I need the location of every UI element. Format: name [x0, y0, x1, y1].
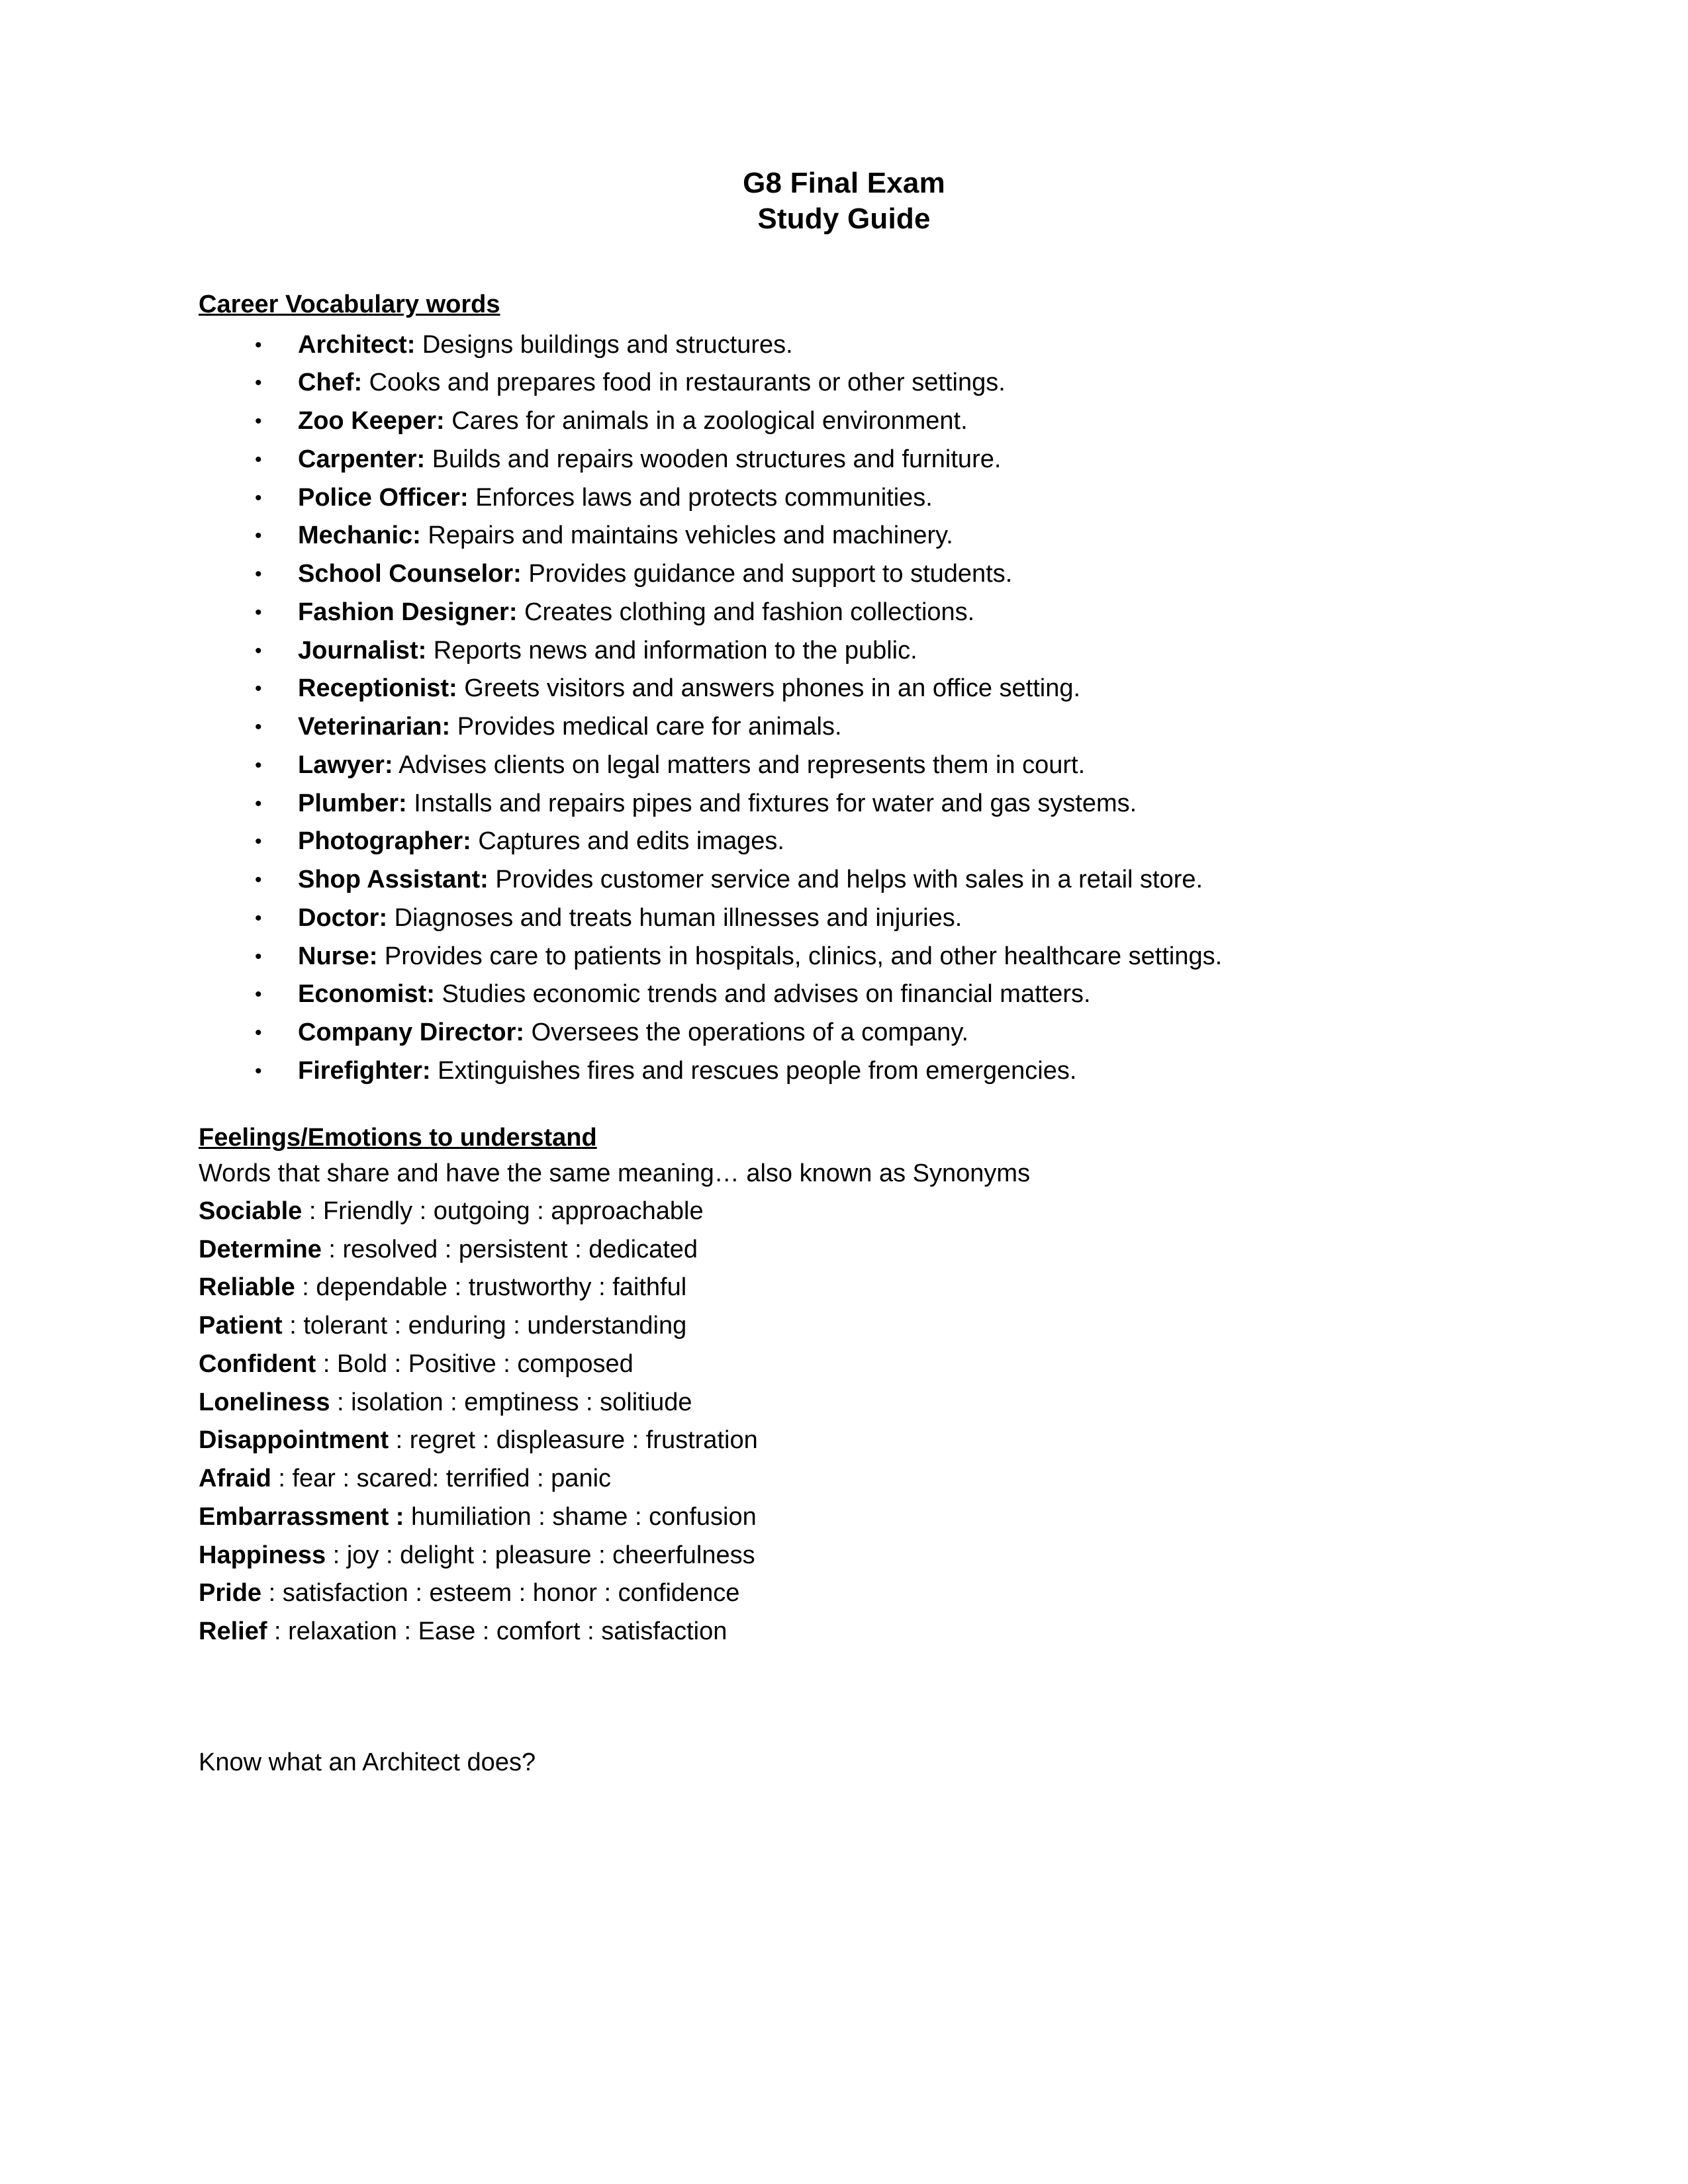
spacer [199, 236, 1489, 288]
vocab-term: Lawyer: [298, 751, 393, 779]
bullet-icon: • [255, 448, 262, 471]
vocab-term: Plumber: [298, 789, 407, 817]
bullet-icon: • [255, 907, 262, 929]
synonym-word: Embarrassment : [199, 1502, 404, 1531]
vocab-term: Receptionist: [298, 674, 457, 703]
vocab-definition: Creates clothing and fashion collections. [517, 598, 975, 626]
vocab-definition: Provides medical care for animals. [450, 713, 842, 741]
list-item [199, 823, 1489, 861]
vocab-term: Shop Assistant: [298, 866, 489, 894]
synonym-values: : resolved : persistent : dedicated [321, 1235, 698, 1263]
vocab-term: Veterinarian: [298, 713, 451, 741]
synonym-line [199, 1231, 1489, 1269]
vocab-term: Mechanic: [298, 522, 421, 550]
vocab-definition: Extinguishes fires and rescues people from emergencies. [430, 1056, 1077, 1085]
vocab-term: Journalist: [298, 636, 427, 664]
bullet-icon: • [255, 831, 262, 853]
list-item [199, 364, 1489, 402]
bullet-icon: • [255, 639, 262, 662]
vocab-term: Fashion Designer: [298, 598, 518, 626]
bullet-icon: • [255, 983, 262, 1006]
vocab-term: Photographer: [298, 827, 471, 856]
vocab-definition: Captures and edits images. [471, 827, 784, 856]
page-title [199, 165, 1489, 236]
bullet-icon: • [255, 334, 262, 356]
list-item [199, 1014, 1489, 1052]
vocab-definition: Cares for animals in a zoological environment. [444, 407, 968, 435]
synonym-values: : Bold : Positive : composed [316, 1349, 633, 1378]
vocab-definition: Provides guidance and support to students. [521, 560, 1013, 588]
list-item [199, 402, 1489, 441]
synonym-values: : Friendly : outgoing : approachable [302, 1197, 704, 1225]
list-item [199, 441, 1489, 479]
synonym-line [199, 1613, 1489, 1651]
vocab-term: Chef: [298, 369, 363, 397]
synonym-values: : regret : displeasure : frustration [389, 1426, 758, 1455]
vocab-definition: Reports news and information to the public. [426, 636, 917, 664]
list-item [199, 632, 1489, 670]
synonym-word: Patient [199, 1312, 283, 1340]
synonym-word: Reliable [199, 1273, 295, 1302]
vocab-term: Zoo Keeper: [298, 407, 445, 435]
list-item [199, 861, 1489, 899]
vocab-definition: Oversees the operations of a company. [524, 1019, 969, 1047]
bullet-icon: • [255, 678, 262, 700]
list-item [199, 594, 1489, 632]
vocab-term: Economist: [298, 980, 435, 1009]
vocab-definition: Provides customer service and helps with sales in a retail store. [488, 866, 1203, 894]
bullet-icon: • [255, 792, 262, 815]
bullet-icon: • [255, 1022, 262, 1044]
synonym-values: : tolerant : enduring : understanding [282, 1312, 687, 1340]
vocab-definition: Advises clients on legal matters and represents them in court. [393, 751, 1086, 779]
synonym-values: : satisfaction : esteem : honor : confidence [261, 1579, 740, 1608]
synonym-values: : isolation : emptiness : solitiude [330, 1388, 692, 1416]
synonym-word: Relief [199, 1617, 267, 1646]
bullet-icon: • [255, 945, 262, 968]
career-vocabulary-list [199, 326, 1489, 1091]
vocab-definition: Repairs and maintains vehicles and machinery. [420, 522, 953, 550]
vocab-term: Architect: [298, 330, 416, 359]
synonym-word: Confident [199, 1349, 316, 1378]
vocab-term: Police Officer: [298, 483, 469, 512]
list-item [199, 747, 1489, 785]
vocab-definition: Builds and repairs wooden structures and furniture. [425, 445, 1002, 473]
list-item [199, 708, 1489, 747]
vocab-definition: Cooks and prepares food in restaurants or other settings. [362, 369, 1006, 397]
vocab-term: Firefighter: [298, 1056, 431, 1085]
vocab-definition: Installs and repairs pipes and fixtures for water and gas systems. [406, 789, 1137, 817]
list-item [199, 479, 1489, 518]
synonyms-list [199, 1193, 1489, 1651]
bullet-icon: • [255, 525, 262, 547]
spacer [199, 1091, 1489, 1121]
vocab-definition: Designs buildings and structures. [415, 330, 793, 359]
synonym-word: Sociable [199, 1197, 303, 1225]
bullet-icon: • [255, 372, 262, 394]
synonym-line [199, 1384, 1489, 1422]
synonym-word: Determine [199, 1235, 322, 1263]
bullet-icon: • [255, 486, 262, 509]
synonym-line [199, 1307, 1489, 1345]
list-item [199, 670, 1489, 708]
vocab-definition: Studies economic trends and advises on financial matters. [434, 980, 1091, 1009]
list-item [199, 1052, 1489, 1091]
vocab-definition: Enforces laws and protects communities. [468, 483, 933, 512]
synonym-line [199, 1193, 1489, 1231]
synonym-values: : joy : delight : pleasure : cheerfulness [326, 1541, 755, 1569]
synonym-line [199, 1422, 1489, 1460]
feelings-intro-text: Words that share and have the same meaning… also known as Synonyms [199, 1159, 1031, 1187]
synonym-values: : relaxation : Ease : comfort : satisfaction [267, 1617, 727, 1646]
bullet-icon: • [255, 716, 262, 739]
bullet-icon: • [255, 601, 262, 623]
synonym-line [199, 1537, 1489, 1575]
list-item [199, 938, 1489, 976]
title-line-2: Study Guide [757, 202, 931, 235]
list-item [199, 899, 1489, 938]
list-item [199, 976, 1489, 1014]
section-heading-feelings-emotions: Feelings/Emotions to understand [199, 1123, 597, 1152]
vocab-definition: Greets visitors and answers phones in an office setting. [457, 674, 1081, 703]
synonym-values: : fear : scared: terrified : panic [271, 1465, 612, 1493]
vocab-term: Carpenter: [298, 445, 426, 473]
bullet-icon: • [255, 410, 262, 433]
bullet-icon: • [255, 1060, 262, 1082]
synonym-line [199, 1498, 1489, 1537]
list-item [199, 517, 1489, 555]
vocab-definition: Provides care to patients in hospitals, clinics, and other healthcare settings. [377, 942, 1223, 970]
list-item [199, 785, 1489, 823]
synonym-line [199, 1574, 1489, 1613]
vocab-definition: Diagnoses and treats human illnesses and injuries. [387, 903, 962, 932]
synonym-line [199, 1460, 1489, 1498]
vocab-term: School Counselor: [298, 560, 522, 588]
synonym-word: Pride [199, 1579, 262, 1608]
bullet-icon: • [255, 563, 262, 586]
vocab-term: Nurse: [298, 942, 378, 970]
bullet-icon: • [255, 754, 262, 776]
closing-question: Know what an Architect does? [199, 1748, 536, 1776]
vocab-term: Doctor: [298, 903, 388, 932]
synonym-word: Afraid [199, 1465, 271, 1493]
spacer [199, 1651, 1489, 1744]
list-item [199, 326, 1489, 365]
title-line-1: G8 Final Exam [743, 167, 945, 199]
synonym-values: humiliation : shame : confusion [404, 1502, 757, 1531]
synonym-word: Disappointment [199, 1426, 389, 1455]
synonym-line [199, 1269, 1489, 1307]
synonym-values: : dependable : trustworthy : faithful [295, 1273, 687, 1302]
section-heading-career-vocabulary: Career Vocabulary words [199, 291, 500, 319]
list-item [199, 555, 1489, 594]
vocab-term: Company Director: [298, 1019, 525, 1047]
bullet-icon: • [255, 869, 262, 891]
synonym-word: Happiness [199, 1541, 326, 1569]
synonym-line [199, 1345, 1489, 1384]
synonym-word: Loneliness [199, 1388, 330, 1416]
